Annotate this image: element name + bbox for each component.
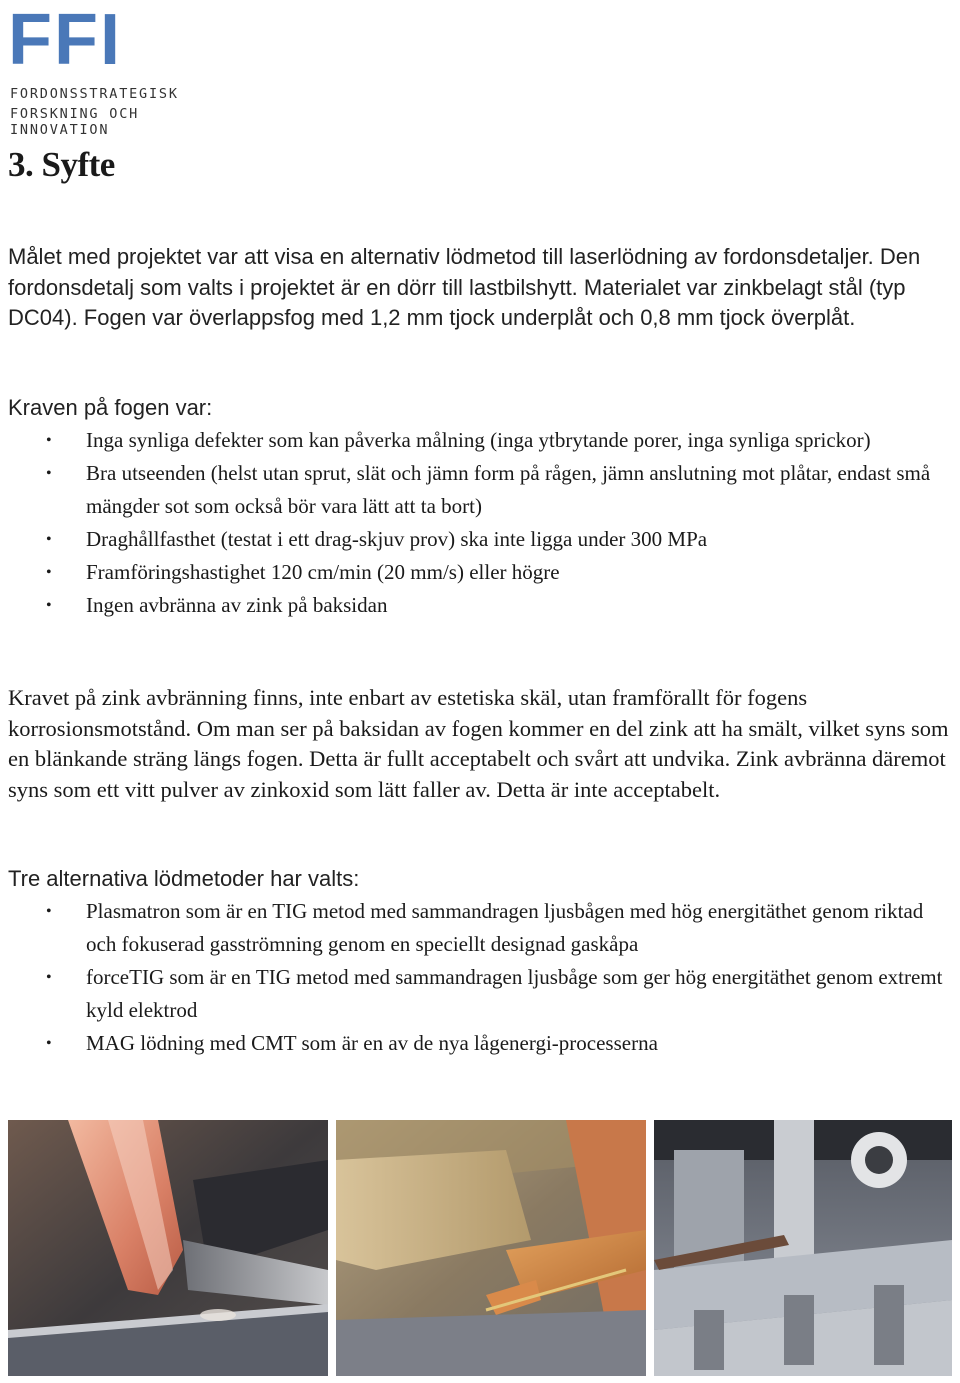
list-item [0,457,955,523]
logo-tagline-2: FORSKNING OCH INNOVATION [10,106,140,138]
plasmatron-torch-photo [8,1120,328,1376]
list-item [0,895,955,961]
list-item-text: Framföringshastighet 120 cm/min (20 mm/s) eller högre [86,560,560,584]
bullet-icon: • [46,432,52,449]
forcetig-torch-photo [336,1120,646,1376]
requirements-lead: Kraven på fogen var: [8,395,213,420]
bullet-icon: • [46,531,52,548]
bullet-icon: • [46,1035,52,1052]
list-item-text: MAG lödning med CMT som är en av de nya lågenergi-processerna [86,1031,658,1055]
requirements-list [0,424,955,622]
list-item [0,523,955,556]
section-heading: 3. Syfte [8,145,115,184]
mag-cmt-fixture-photo [654,1120,952,1376]
logo-tagline-1: FORDONSSTRATEGISK [10,86,179,102]
list-item-text: Inga synliga defekter som kan påverka målning (inga ytbrytande porer, inga synliga sprickor) [86,428,871,452]
list-item-text: Ingen avbränna av zink på baksidan [86,593,388,617]
list-item-text: forceTIG som är en TIG metod med sammandragen ljusbåge som ger hög energitäthet genom extremt kyld elektrod [86,965,943,1022]
bullet-icon: • [46,597,52,614]
list-item [0,556,955,589]
bullet-icon: • [46,903,52,920]
list-item [0,961,955,1027]
list-item [0,589,955,622]
alternatives-lead: Tre alternativa lödmetoder har valts: [8,866,360,891]
list-item-text: Bra utseenden (helst utan sprut, slät och jämn form på rågen, jämn anslutning mot plåtar, endast små mängder sot som också bör vara lätt att ta bort) [86,461,931,518]
intro-paragraph: Målet med projektet var att visa en alternativ lödmetod till laserlödning av fordonsdetaljer. Den fordonsdetalj som valts i projektet är en dörr till lastbilshytt. Materialet var zinkbelagt stål (typ DC04). Fogen var överlappsfog med 1,2 mm tjock underplåt och 0,8 mm tjock överplåt. [8,244,921,330]
bullet-icon: • [46,465,52,482]
photo-strip [8,1120,953,1376]
list-item-text: Plasmatron som är en TIG metod med sammandragen ljusbågen med hög energitäthet genom riktad och fokuserad gasströmning genom en speciellt designad gaskåpa [86,899,924,956]
list-item [0,1027,955,1060]
ffi-logo [8,0,248,138]
logo-mark: FFI [8,0,122,80]
zinc-paragraph: Kravet på zink avbränning finns, inte enbart av estetiska skäl, utan framförallt för fogens korrosionsmotstånd. Om man ser på baksidan av fogen kommer en del zink att ha smält, vilket syns som en blänkande sträng längs fogen. Detta är fullt acceptabelt och svårt att undvika. Zink avbränna däremot syns som ett vitt pulver av zinkoxid som lätt faller av. Detta är inte acceptabelt. [8,685,949,802]
list-item-text: Draghållfasthet (testat i ett drag-skjuv prov) ska inte ligga under 300 MPa [86,527,708,551]
list-item [0,424,955,457]
alternatives-list [0,895,955,1060]
bullet-icon: • [46,969,52,986]
bullet-icon: • [46,564,52,581]
